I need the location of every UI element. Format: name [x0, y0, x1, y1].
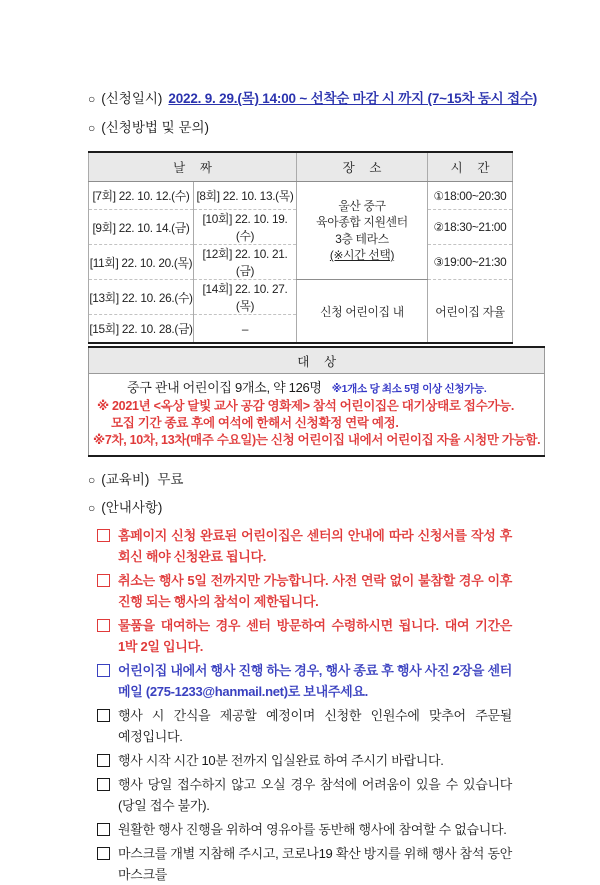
notice-item-text: 홈페이지 신청 완료된 어린이집은 센터의 안내에 따라 신청서를 작성 후 회신 해야 신청완료 됩니다. [118, 528, 512, 564]
checkbox-icon [97, 754, 110, 767]
circle-bullet-icon: ○ [88, 121, 96, 135]
notice-item [97, 774, 512, 816]
place-time-select-note: (※시간 선택) [329, 248, 395, 262]
header-place: 장 소 [297, 152, 428, 182]
place-daycare-cell: 신청 어린이집 내 [297, 280, 428, 344]
notice-item-text: 행사 시 간식을 제공할 예정이며 신청한 인원수에 맞추어 주문될 예정입니다. [118, 708, 512, 744]
date-cell: – [194, 315, 297, 344]
notice-item-text: 마스크를 개별 지참해 주시고, 코로나19 확산 방지를 위해 행사 참석 동안 마스크를 [118, 846, 512, 882]
notice-item [97, 660, 512, 702]
place-line: 육아종합 지원센터 [316, 215, 408, 229]
checkbox-icon [97, 574, 110, 587]
place-line: 3층 테라스 [335, 231, 389, 246]
checkbox-icon [97, 529, 110, 542]
time-cell: ①18:00~20:30 [428, 182, 513, 210]
time-cell: ②18:30~21:00 [428, 210, 513, 245]
place-center-cell [297, 182, 428, 280]
notice-item [97, 615, 512, 657]
target-header: 대 상 [89, 347, 545, 374]
notice-item [97, 750, 512, 771]
notice-section-line [88, 499, 512, 517]
date-cell: [8회] 22. 10. 13.(목) [194, 182, 297, 210]
table-row [89, 280, 513, 315]
date-cell: [9회] 22. 10. 14.(금) [89, 210, 194, 245]
checkbox-icon [97, 823, 110, 836]
notice-item-text: 물품을 대여하는 경우 센터 방문하여 수령하시면 됩니다. 대여 기간은 1박 2일 입니다. [118, 618, 512, 654]
circle-bullet-icon: ○ [88, 92, 96, 106]
table-row [89, 182, 513, 210]
notice-item [97, 570, 512, 612]
header-date: 날 짜 [89, 152, 297, 182]
date-cell: [15회] 22. 10. 28.(금) [89, 315, 194, 344]
schedule-header-row [89, 152, 513, 182]
checkbox-icon [97, 778, 110, 791]
date-cell: [12회] 22. 10. 21.(금) [194, 245, 297, 280]
checkbox-icon [97, 664, 110, 677]
notice-item [97, 819, 512, 840]
date-cell: [11회] 22. 10. 20.(목) [89, 245, 194, 280]
schedule-table [88, 151, 513, 344]
target-summary-text: 중구 관내 어린이집 9개소, 약 126명 [127, 380, 322, 395]
notice-label: (안내사항) [101, 500, 163, 515]
notice-items [88, 525, 512, 885]
date-cell: [14회] 22. 10. 27.(목) [194, 280, 297, 315]
notice-item-text: 어린이집 내에서 행사 진행 하는 경우, 행사 종료 후 행사 사진 2장을 센터 메일 (275-1233@hanmail.net)로 보내주세요. [118, 663, 512, 699]
apply-method-line [88, 119, 512, 137]
notice-item-text: 취소는 행사 5일 전까지만 가능합니다. 사전 연락 없이 불참할 경우 이후 진행 되는 행사의 참석이 제한됩니다. [118, 573, 512, 609]
apply-datetime-label: (신청일시) [101, 91, 163, 106]
circle-bullet-icon: ○ [88, 473, 96, 487]
target-summary-line [93, 379, 540, 398]
target-table [88, 346, 545, 457]
target-red-note-3: ※7차, 10차, 13차(매주 수요일)는 신청 어린이집 내에서 어린이집 자율 시청만 가능함. [93, 433, 541, 447]
header-time: 시 간 [428, 152, 513, 182]
date-cell: [10회] 22. 10. 19.(수) [194, 210, 297, 245]
apply-datetime-line [88, 90, 538, 108]
place-line: 울산 중구 [338, 198, 386, 213]
notice-item-text: 행사 당일 접수하지 않고 오실 경우 참석에 어려움이 있을 수 있습니다(당일 접수 불가). [118, 777, 512, 813]
notice-item-text: 원활한 행사 진행을 위하여 영유아를 동반해 행사에 참여할 수 없습니다. [118, 822, 507, 837]
date-cell: [13회] 22. 10. 26.(수) [89, 280, 194, 315]
target-red-note-1: ※ 2021년 <옥상 달빛 교사 공감 영화제> 참석 어린이집은 대기상태로 접수가능. [97, 399, 515, 413]
fee-label: (교육비) [101, 472, 150, 487]
circle-bullet-icon: ○ [88, 501, 96, 515]
target-content-row [89, 374, 545, 457]
notice-item-text: 행사 시작 시간 10분 전까지 입실완료 하여 주시기 바랍니다. [118, 753, 444, 768]
checkbox-icon [97, 619, 110, 632]
apply-method-label: (신청방법 및 문의) [101, 120, 210, 135]
notice-item [97, 705, 512, 747]
notice-item [97, 843, 512, 885]
time-cell: ③19:00~21:30 [428, 245, 513, 280]
fee-value: 무료 [157, 472, 184, 487]
fee-line [88, 471, 512, 489]
target-header-row [89, 347, 545, 374]
apply-datetime-value: 2022. 9. 29.(목) 14:00 ~ 선착순 마감 시 까지 (7~15차 동시 접수) [168, 91, 538, 106]
target-content-cell [89, 374, 545, 457]
target-red-note-2: 모집 기간 종료 후에 여석에 한해서 신청확정 연락 예정. [111, 416, 399, 430]
checkbox-icon [97, 709, 110, 722]
time-daycare-cell: 어린이집 자율 [428, 280, 513, 344]
notice-item [97, 525, 512, 567]
date-cell: [7회] 22. 10. 12.(수) [89, 182, 194, 210]
target-min-note: ※1개소 당 최소 5명 이상 신청가능. [331, 383, 487, 395]
